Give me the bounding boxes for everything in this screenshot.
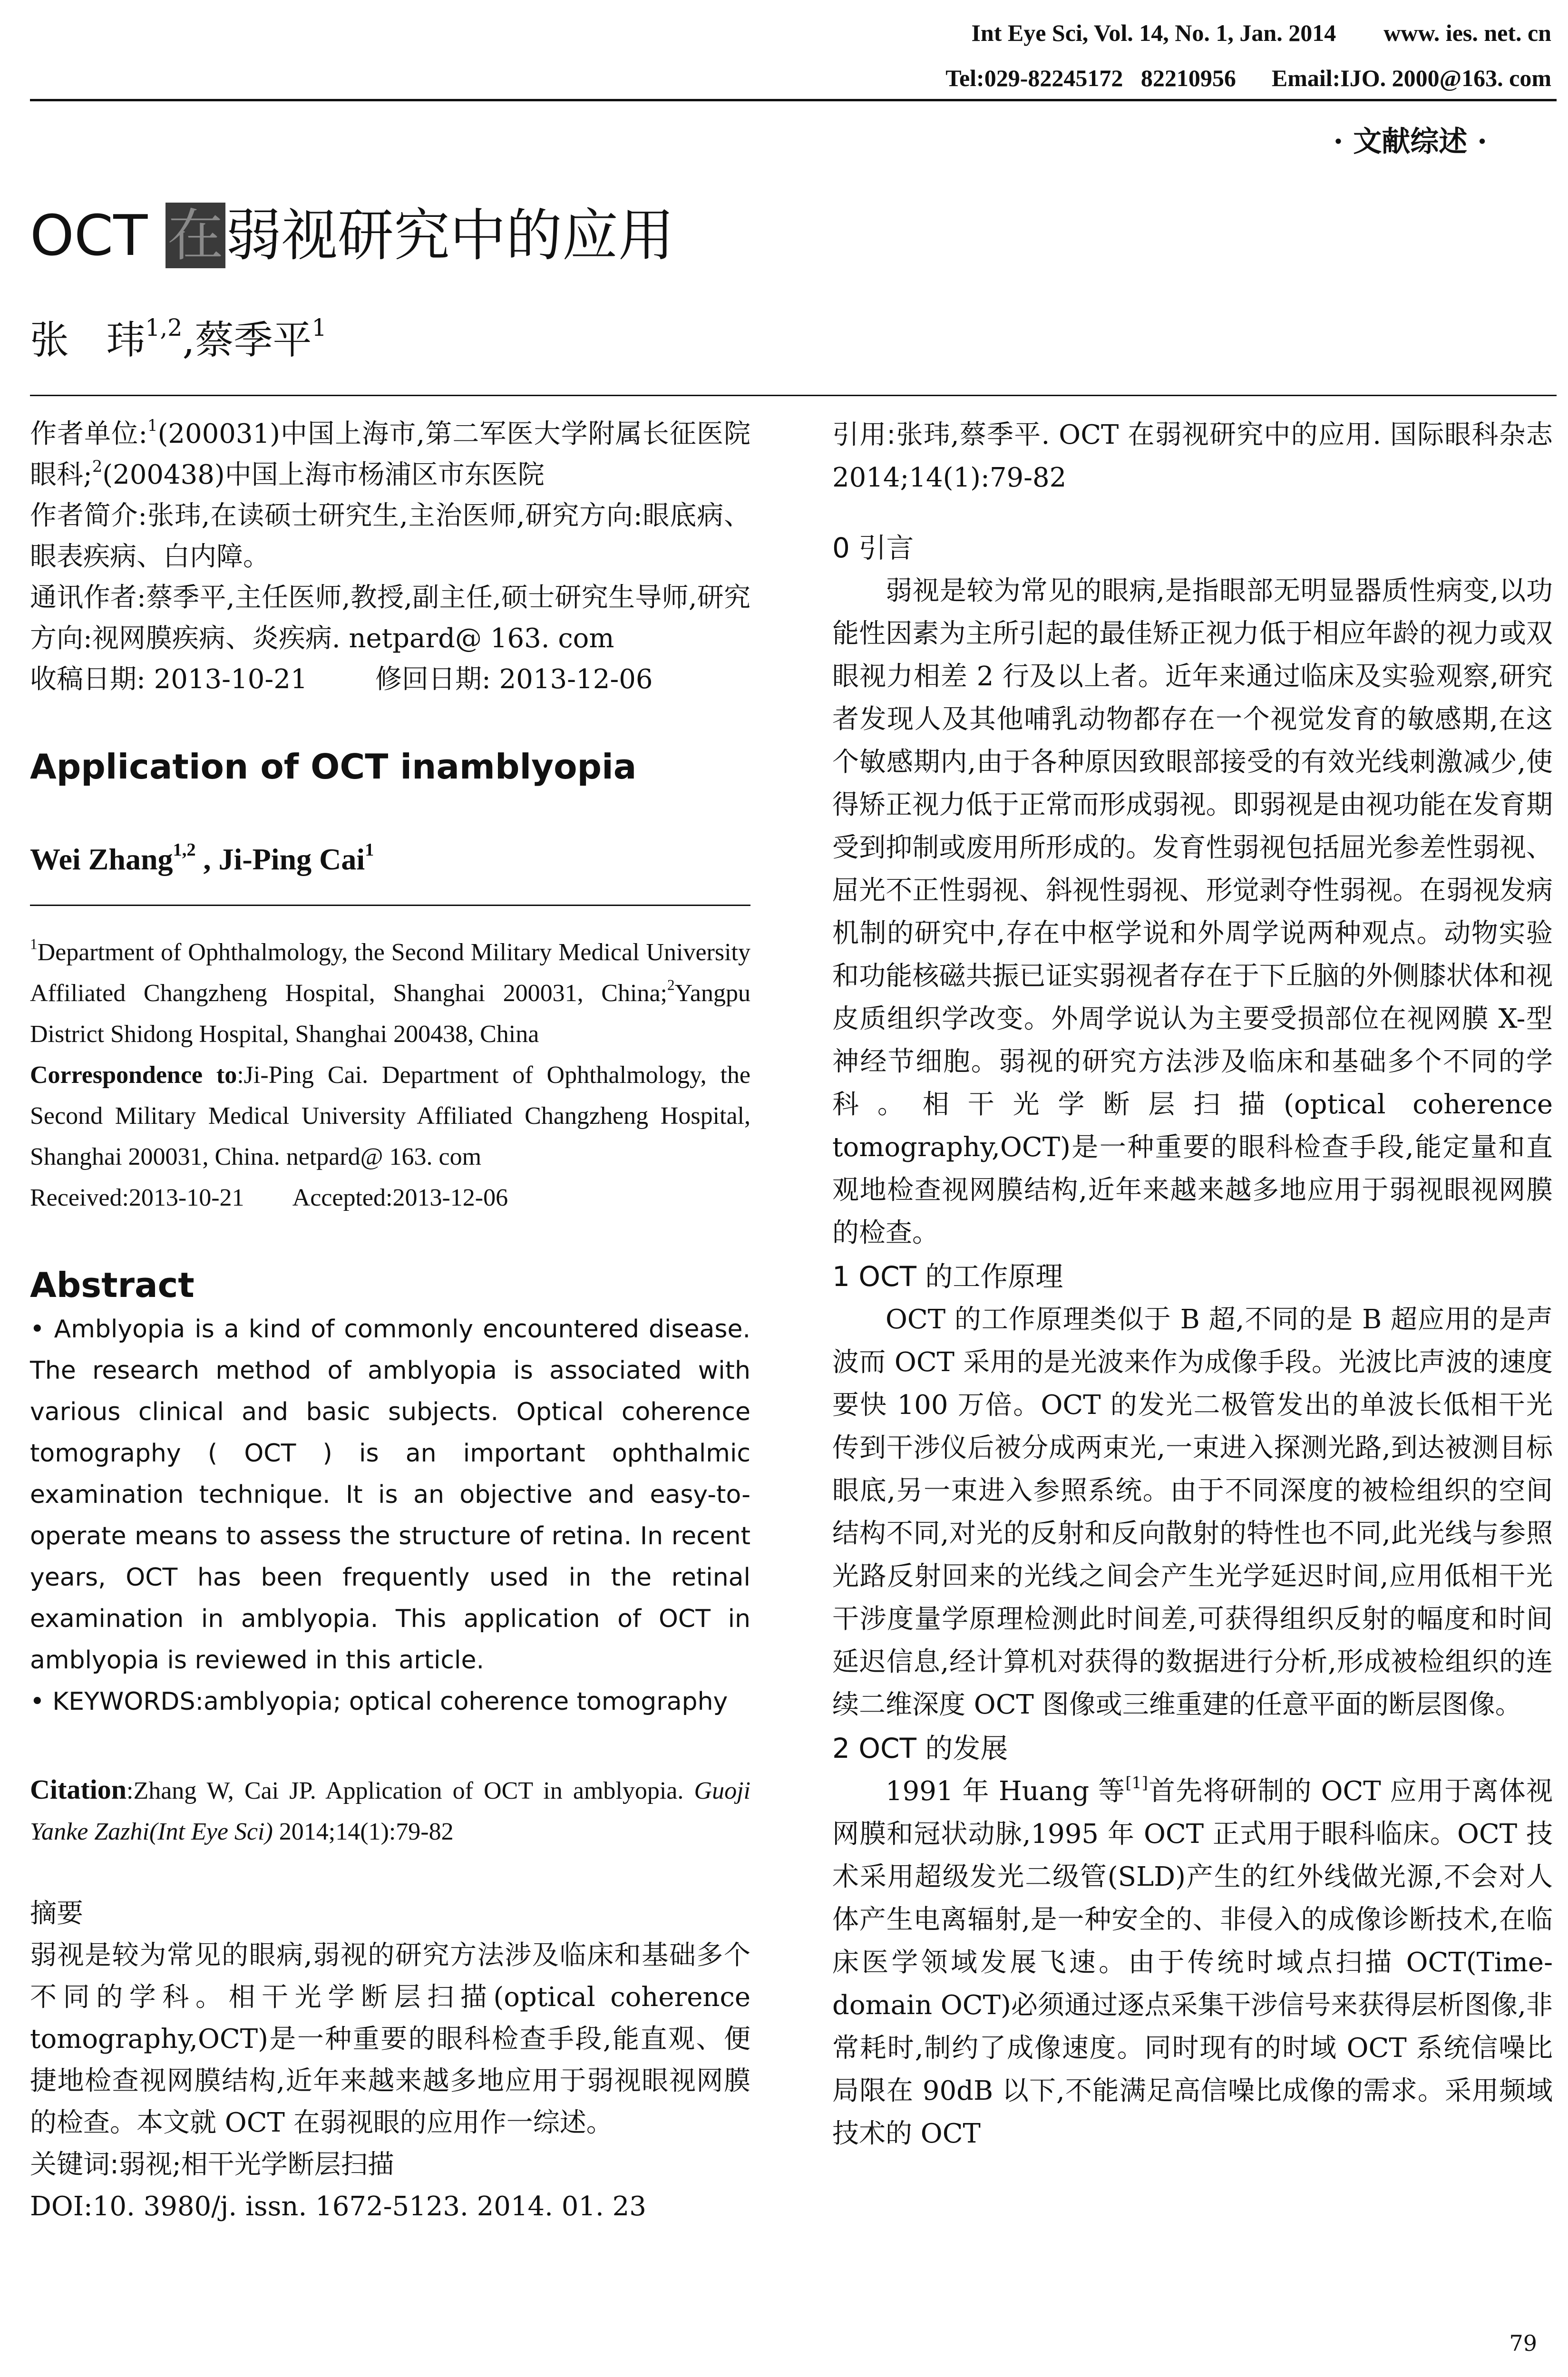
abstract-cn-heading: 摘要	[30, 1898, 83, 1929]
author-en-1-sup: 1,2	[173, 840, 196, 860]
citation-en-block	[30, 1769, 750, 1852]
section-2-text-b: 首先将研制的 OCT 应用于离体视网膜和冠状动脉,1995 年 OCT 正式用于眼科临床。OCT 技术采用超级发光二级管(SLD)产生的红外线做光源,不会对人体产生电离辐射,是一种安全的、非侵入的成像诊断技术,在临床医学领域发展飞速。由于传统时域点扫描 OCT(Time-domain OCT)必须通过逐点采集干涉信号来获得层析图像,非常耗时,制约了成像速度。同时现有的时域 OCT 系统信噪比局限在 90dB 以下,不能满足高信噪比成像的需求。采用频域技术的 OCT	[832, 1776, 1553, 2149]
section-2-text	[832, 1770, 1553, 2155]
journal-email: Email:IJO. 2000@163. com	[1271, 65, 1551, 91]
author-cn-1-sup: 1,2	[145, 314, 183, 342]
affil-en-institutions	[30, 932, 750, 1055]
journal-website: www. ies. net. cn	[1383, 19, 1551, 46]
affil-en-correspondence	[30, 1055, 750, 1178]
abstract-cn-text: 弱视是较为常见的眼病,弱视的研究方法涉及临床和基础多个不同的学科。相干光学断层扫描(optical coherence tomography,OCT)是一种重要的眼科检查手段,能直观、便捷地检查视网膜结构,近年来越来越多地应用于弱视眼视网膜的检查。本文就 OCT 在弱视眼的应用作一综述。	[30, 1940, 750, 2138]
page-number: 79	[1509, 2330, 1537, 2356]
ref-1-sup: [1]	[1125, 1773, 1148, 1792]
keywords-cn-label: 关键词:	[30, 2149, 119, 2180]
abstract-en-block	[30, 1309, 750, 1723]
correspondence-label: Correspondence to	[30, 1062, 237, 1089]
affiliation-cn-block	[30, 414, 750, 700]
abstract-cn-block	[30, 1893, 750, 2228]
affil-en-sup-1: 1	[30, 935, 38, 953]
abstract-en-heading: Abstract	[30, 1265, 195, 1305]
authors-cn	[30, 309, 327, 365]
title-cn-highlight: 在	[166, 203, 225, 268]
citation-en-text: :Zhang W, Cai JP. Application of OCT in amblyopia.	[127, 1777, 684, 1804]
affil-cn-unit-1: (200031)中国上海市,第二军医大学附属长征医院眼科;	[30, 419, 750, 490]
citation-cn	[832, 414, 1553, 499]
affil-en-dept: Department of Ophthalmology, the Second Military Medical University Affiliated Changzheng Hospital, Shanghai 200031, China;	[30, 939, 750, 1007]
citation-cn-text: 张玮,蔡季平. OCT 在弱视研究中的应用. 国际眼科杂志 2014;14(1):79-82	[832, 419, 1553, 493]
author-cn-2: 蔡季平	[195, 318, 312, 363]
affil-cn-unit-label: 作者单位:	[30, 419, 148, 449]
section-0-text: 弱视是较为常见的眼病,是指眼部无明显器质性病变,以功能性因素为主所引起的最佳矫正视力低于相应年龄的视力或双眼视力相差 2 行及以上者。近年来通过临床及实验观察,研究者发现人及其他哺乳动物都存在一个视觉发育的敏感期,在这个敏感期内,由于各种原因致眼部接受的有效光线刺激减少,使得矫正视力低于正常而形成弱视。即弱视是由视功能在发育期受到抑制或废用所形成的。发育性弱视包括屈光参差性弱视、屈光不正性弱视、斜视性弱视、形觉剥夺性弱视。在弱视发病机制的研究中,存在中枢学说和外周学说两种观点。动物实验和功能核磁共振已证实弱视者存在于下丘脑的外侧膝状体和视皮质组织学改变。外周学说认为主要受损部位在视网膜 X-型神经节细胞。弱视的研究方法涉及临床和基础多个不同的学科。相干光学断层扫描(optical coherence tomography,OCT)是一种重要的眼科检查手段,能定量和直观地检查视网膜结构,近年来越来越多地应用于弱视眼视网膜的检查。	[832, 575, 1553, 1248]
journal-info: Int Eye Sci, Vol. 14, No. 1, Jan. 2014	[971, 19, 1336, 46]
doi: DOI:10. 3980/j. issn. 1672-5123. 2014. 01. 23	[30, 2191, 646, 2222]
abstract-en-text: • Amblyopia is a kind of commonly encountered disease. The research method of amblyopia is associated with various clinical and basic subjects. Optical coherence tomography ( OCT ) is an important ophthalmic examination technique. It is an objective and easy-to-operate means to assess the structure of retina. In recent years, OCT has been frequently used in the retinal examination in amblyopia. This application of OCT in amblyopia is reviewed in this article.	[30, 1315, 750, 1675]
running-header-line-2	[945, 64, 1551, 92]
affil-cn-bio: 作者简介:张玮,在读硕士研究生,主治医师,研究方向:眼底病、眼表疾病、白内障。	[30, 500, 750, 572]
affil-en-sup-2: 2	[667, 976, 675, 994]
section-2-text-a: 1991 年 Huang 等	[886, 1776, 1126, 1807]
title-en: Application of OCT inamblyopia	[30, 747, 637, 787]
affiliation-en-block	[30, 932, 750, 1218]
author-en-2-sup: 1	[365, 840, 374, 860]
revised-date-cn: 修回日期: 2013-12-06	[375, 664, 653, 695]
accepted-date-en: Accepted:2013-12-06	[292, 1184, 508, 1211]
affil-en-dates	[30, 1178, 750, 1218]
affil-cn-dates	[30, 659, 750, 700]
title-cn-rest: 弱视研究中的应用	[225, 203, 674, 268]
citation-en	[30, 1769, 750, 1852]
citation-en-rest: 2014;14(1):79-82	[273, 1818, 454, 1845]
correspondence-text: :Ji-Ping Cai. Department of Ophthalmology, the Second Military Medical University Affiliated Changzheng Hospital, Shanghai 200031, China. netpard@ 163. com	[30, 1062, 750, 1170]
author-en-sep: ,	[195, 842, 219, 876]
title-cn-prefix: OCT	[30, 203, 166, 268]
citation-en-label: Citation	[30, 1774, 127, 1805]
affil-cn-unit	[30, 414, 750, 496]
affil-en-yangpu: Yangpu District Shidong Hospital, Shanghai 200438, China	[30, 980, 750, 1048]
author-en-1: Wei Zhang	[30, 842, 173, 876]
affil-cn-sup-1: 1	[147, 416, 158, 435]
keywords-cn	[30, 2144, 750, 2186]
author-cn-2-sup: 1	[312, 314, 327, 342]
authors-rule	[30, 395, 1557, 396]
keywords-en: • KEYWORDS:amblyopia; optical coherence tomography	[30, 1687, 728, 1716]
affil-cn-unit-2: (200438)中国上海市杨浦区市东医院	[102, 459, 545, 490]
right-column	[832, 414, 1553, 2155]
section-1-text: OCT 的工作原理类似于 B 超,不同的是 B 超应用的是声波而 OCT 采用的是光波来作为成像手段。光波比声波的速度要快 100 万倍。OCT 的发光二极管发出的单波长低相干光传到干涉仪后被分成两束光,一束进入探测光路,到达被测目标眼底,另一束进入参照系统。由于不同深度的被检组织的空间结构不同,对光的反射和反向散射的特性也不同,此光线与参照光路反射回来的光线之间会产生光学延迟时间,应用低相干光干涉度量学原理检测此时间差,可获得组织反射的幅度和时间延迟信息,经计算机对获得的数据进行分析,形成被检组织的连续二维深度 OCT 图像或三维重建的任意平面的断层图像。	[832, 1304, 1553, 1720]
received-date-cn: 收稿日期: 2013-10-21	[30, 664, 308, 695]
article-category: · 文献综述 ·	[1333, 125, 1487, 158]
section-1-title: 1 OCT 的工作原理	[832, 1260, 1063, 1293]
authors-en	[30, 842, 374, 877]
affil-cn-sup-2: 2	[92, 457, 103, 476]
running-header-line-1	[971, 19, 1551, 47]
author-cn-sep: ,	[182, 318, 195, 363]
section-2-title: 2 OCT 的发展	[832, 1732, 1008, 1764]
title-cn	[30, 200, 674, 271]
author-en-2: Ji-Ping Cai	[218, 842, 365, 876]
received-date-en: Received:2013-10-21	[30, 1184, 244, 1211]
citation-en-journal: Guoji Yanke Zazhi(Int Eye Sci)	[30, 1777, 750, 1845]
citation-cn-label: 引用:	[832, 419, 896, 450]
header-rule	[30, 99, 1557, 101]
keywords-cn-text: 弱视;相干光学断层扫描	[118, 2149, 394, 2180]
section-0-title: 0 引言	[832, 532, 914, 564]
journal-tel: Tel:029-82245172 82210956	[945, 65, 1236, 91]
affil-en-rule	[30, 905, 750, 906]
author-cn-1: 张 玮	[30, 318, 146, 363]
affil-cn-correspondence: 通讯作者:蔡季平,主任医师,教授,副主任,硕士研究生导师,研究方向:视网膜疾病、炎疾病. netpard@ 163. com	[30, 582, 750, 654]
